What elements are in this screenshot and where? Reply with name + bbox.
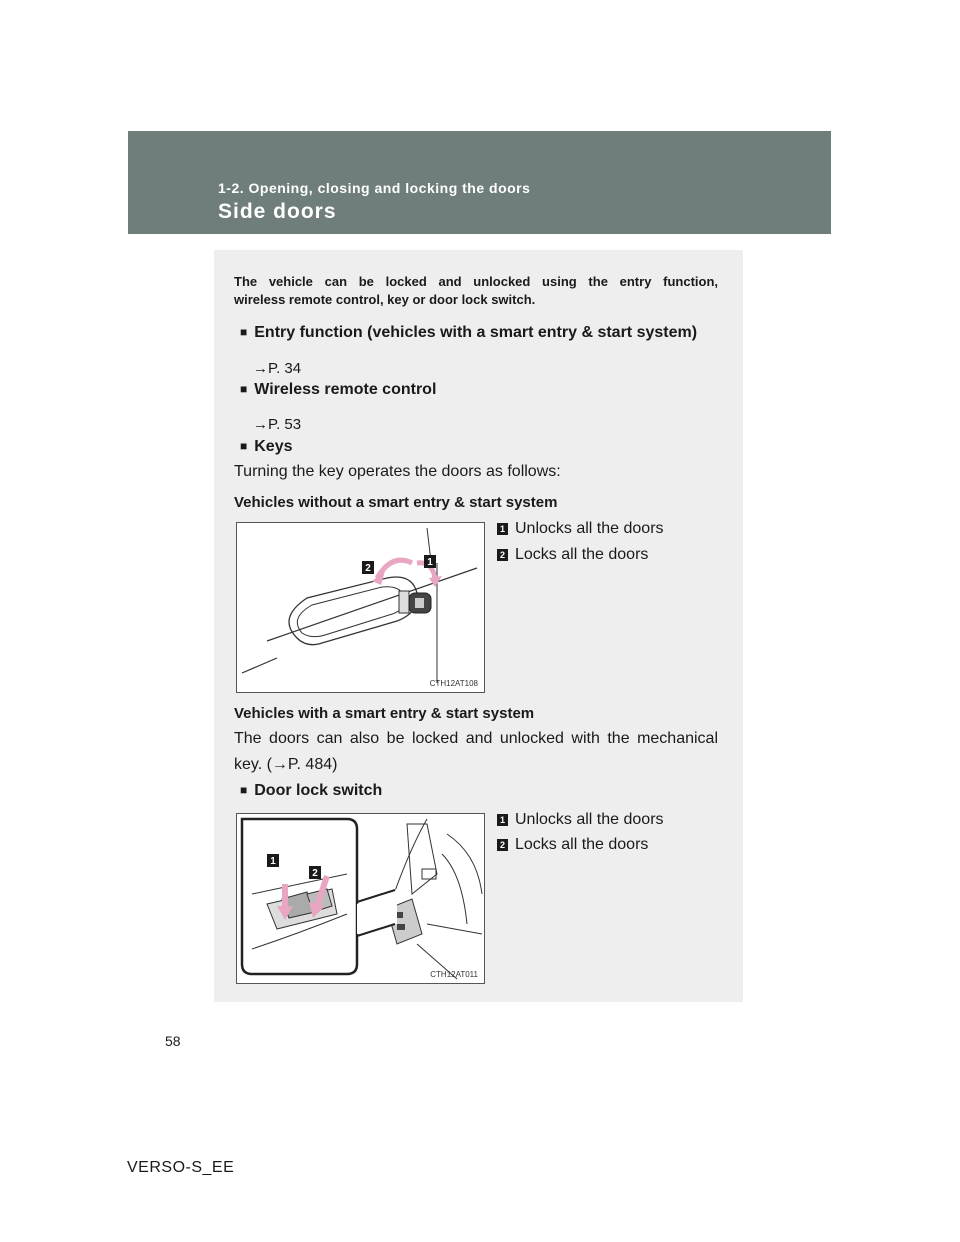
switch-callout-2 [497, 836, 648, 854]
bullet-square-icon: ■ [240, 439, 248, 453]
entry-function-heading: ■ Entry function (vehicles with a smart entry & start system) [240, 324, 698, 341]
with-smart-line-1: The doors can also be locked and unlocked with the mechanical [234, 730, 718, 747]
footer-model-code: VERSO-S_EE [127, 1159, 235, 1176]
section-label: 1-2. Opening, closing and locking the doors [218, 180, 531, 196]
callout-text: Unlocks all the doors [515, 811, 664, 828]
with-smart-heading: Vehicles with a smart entry & start system [234, 705, 535, 722]
svg-text:1: 1 [427, 557, 433, 568]
callout-text: Locks all the doors [515, 546, 649, 563]
callout-number-badge: 2 [497, 839, 508, 851]
callout-text: Locks all the doors [515, 836, 649, 853]
intro-line-1: The vehicle can be locked and unlocked using the entry function, [234, 274, 718, 289]
svg-text:1: 1 [270, 856, 276, 867]
callout-text: Unlocks all the doors [515, 520, 664, 537]
keys-heading: ■ Keys [240, 438, 293, 455]
callout-1 [497, 520, 664, 538]
switch-callout-1 [497, 811, 664, 829]
wireless-remote-heading: ■ Wireless remote control [240, 381, 437, 398]
door-lock-switch-heading: ■ Door lock switch [240, 782, 383, 799]
door-lock-switch-figure [236, 813, 485, 984]
without-smart-heading: Vehicles without a smart entry & start system [234, 494, 558, 511]
svg-text:2: 2 [365, 563, 371, 574]
figure-code: CTH12AT108 [429, 679, 478, 688]
page-number: 58 [165, 1033, 181, 1049]
page-title: Side doors [218, 200, 337, 223]
callout-number-badge: 1 [497, 814, 508, 826]
door-key-figure [236, 522, 485, 693]
bullet-square-icon: ■ [240, 325, 248, 339]
callout-2 [497, 546, 648, 564]
bullet-square-icon: ■ [240, 783, 248, 797]
with-smart-line-2: key. (→P. 484) [234, 756, 338, 773]
bullet-square-icon: ■ [240, 382, 248, 396]
intro-line-2: wireless remote control, key or door lock switch. [234, 292, 536, 307]
keys-body: Turning the key operates the doors as follows: [234, 463, 561, 480]
wireless-remote-ref[interactable]: →P. 53 [253, 416, 302, 433]
door-handle-key-illustration [237, 523, 484, 692]
svg-text:2: 2 [312, 868, 318, 879]
door-lock-switch-illustration [237, 814, 484, 983]
callout-number-badge: 1 [497, 523, 508, 535]
figure-code: CTH12AT011 [430, 970, 478, 979]
entry-function-ref[interactable]: →P. 34 [253, 360, 302, 377]
callout-number-badge: 2 [497, 549, 508, 561]
